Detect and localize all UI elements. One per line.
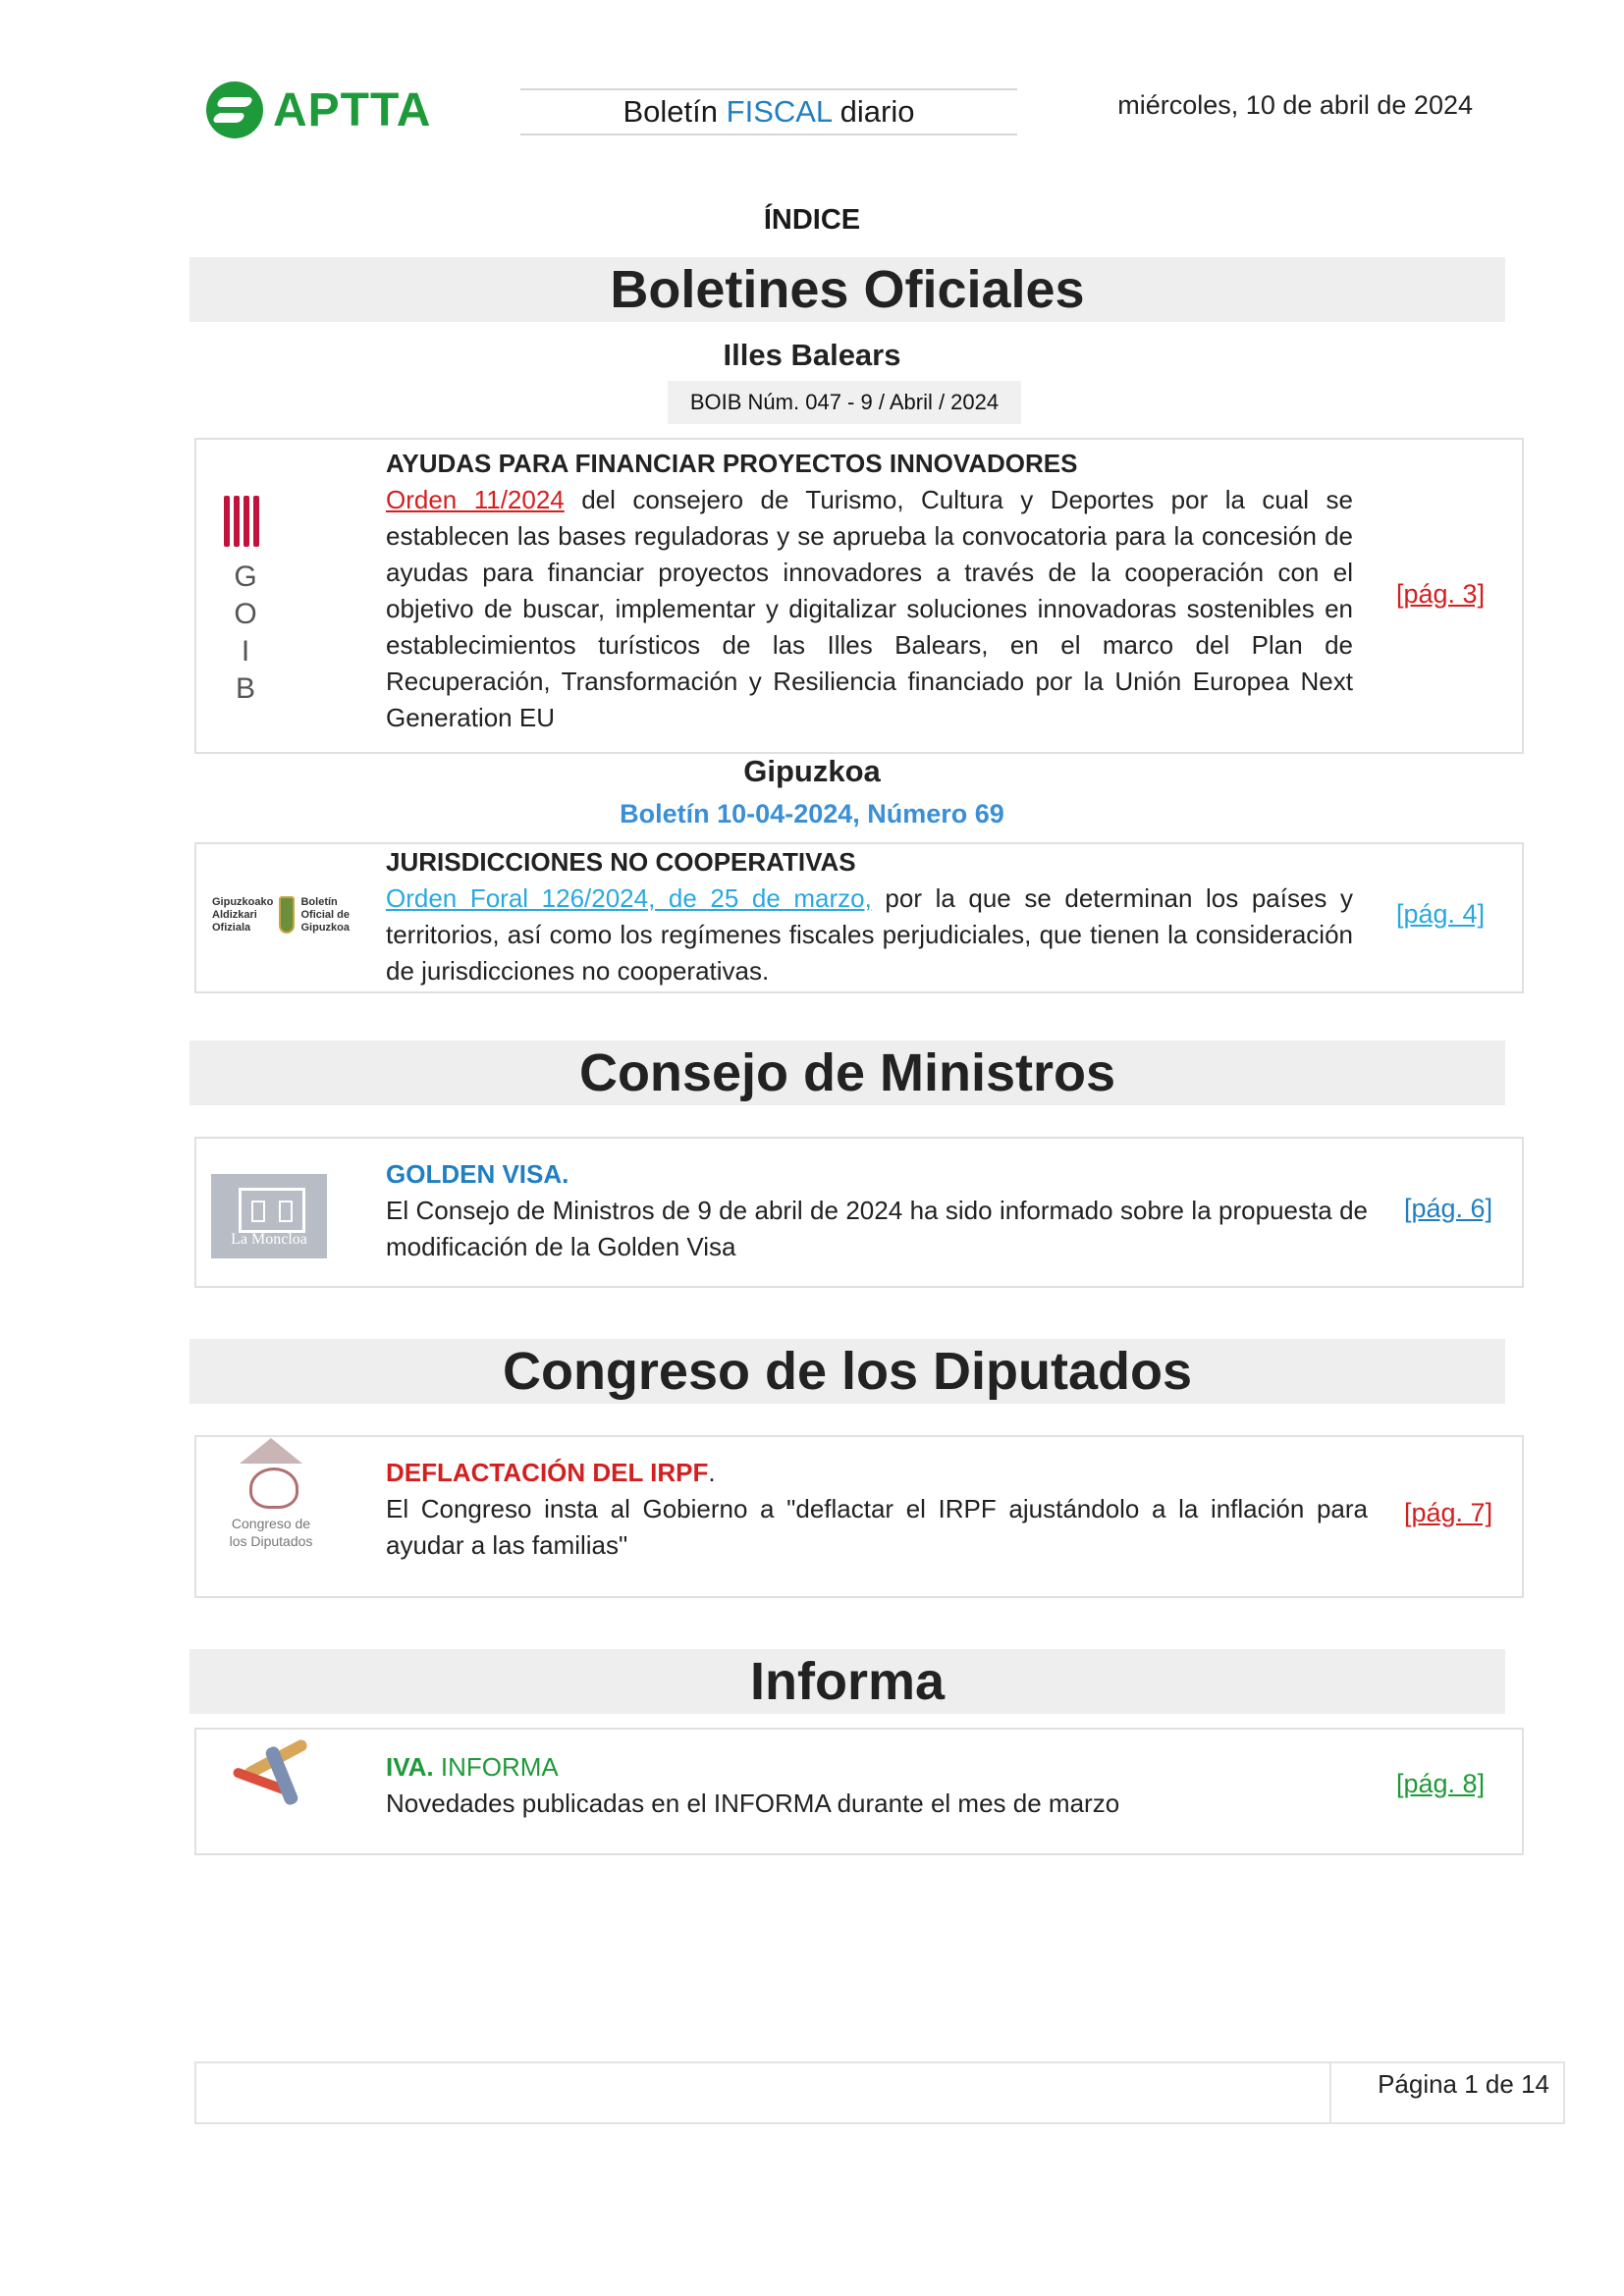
page-link-7[interactable]: [pág. 7] [1404,1498,1493,1527]
item-body [386,844,1353,989]
section-boletines-oficiales: Boletines Oficiales [189,257,1505,322]
congreso-logo: Congreso de los Diputados [224,1438,318,1556]
section-informa: Informa [189,1649,1505,1714]
item-title: GOLDEN VISA. [386,1159,569,1189]
agencia-tributaria-logo [232,1737,314,1810]
bulletin-title: Boletín FISCAL diario [520,88,1017,135]
item-body [386,446,1353,736]
item-text: El Congreso insta al Gobierno a "deflactar el IRPF ajustándolo a la inflación para ayudar a las familias" [386,1494,1368,1560]
roof-icon [240,1438,302,1464]
index-title: ÍNDICE [763,204,861,236]
orden-11-2024-link[interactable]: Orden 11/2024 [386,485,565,514]
page-link-3[interactable]: [pág. 3] [1396,579,1486,609]
issue-date: miércoles, 10 de abril de 2024 [1117,90,1473,120]
item-card-jurisdicciones [194,842,1524,993]
item-text: Orden Foral 126/2024, de 25 de marzo, por la que se determinan los países y territorios, así como los regímenes fiscales perjudiciales, que tienen la consideración de jurisdicciones no cooperativas. [386,883,1354,986]
section-consejo-de-ministros: Consejo de Ministros [189,1041,1505,1105]
orden-foral-126-2024-link[interactable]: Orden Foral 126/2024, de 25 de marzo, [386,883,872,913]
item-text: Novedades publicadas en el INFORMA durante el mes de marzo [386,1789,1120,1818]
item-title: JURISDICCIONES NO COOPERATIVAS [386,847,856,877]
goib-stripes-icon [224,496,259,547]
item-body [386,1156,1368,1265]
item-text: Orden 11/2024 del consejero de Turismo, Cultura y Deportes por la cual se establecen las bases reguladoras y se aprueba la convocatoria para la concesión de ayudas para financiar proyectos innovadores a través de la cooperación con el objetivo de buscar, implementar y digitalizar soluciones innovadoras sostenibles en establecimientos turísticos de las Illes Balears, en el marco del Plan de Recuperación, Transformación y Resiliencia financiado por la Unión Europea Next Generation EU [386,485,1353,732]
item-body [386,1749,1368,1822]
region-illes-balears: Illes Balears [723,338,901,372]
page-link-4[interactable]: [pág. 4] [1396,899,1486,929]
item-card-golden-visa [194,1137,1524,1288]
page-footer [194,2061,1565,2124]
page-number: Página 1 de 14 [1378,2069,1549,2099]
region-gipuzkoa: Gipuzkoa [743,754,881,788]
item-body [386,1455,1368,1564]
item-title: IVA. INFORMA [386,1752,559,1782]
aptta-emblem-icon [206,81,263,138]
item-card-iva-informa [194,1728,1524,1855]
item-text: El Consejo de Ministros de 9 de abril de 2024 ha sido informado sobre la propuesta de modificación de la Golden Visa [386,1196,1368,1261]
item-card-ayudas [194,438,1524,754]
aptta-logo [206,79,481,141]
bulletin-fiscal-word: FISCAL [726,94,833,129]
boib-source: BOIB Núm. 047 - 9 / Abril / 2024 [668,381,1021,424]
section-congreso-de-los-diputados: Congreso de los Diputados [189,1339,1505,1404]
item-title: AYUDAS PARA FINANCIAR PROYECTOS INNOVADORES [386,449,1078,478]
goib-logo: G O I B [218,496,273,702]
gipuzkoa-source: Boletín 10-04-2024, Número 69 [620,799,1004,828]
page-link-8[interactable]: [pág. 8] [1396,1769,1486,1798]
la-moncloa-logo: La Moncloa [211,1174,327,1258]
gipuzkoa-shield-icon [279,896,295,934]
building-icon [239,1188,305,1233]
page-link-6[interactable]: [pág. 6] [1404,1194,1493,1223]
item-card-deflactacion [194,1435,1524,1598]
lion-icon [249,1468,298,1509]
gipuzkoa-bulletin-logo: Gipuzkoako Aldizkari Ofiziala Boletín Oficial de Gipuzkoa [212,895,351,934]
item-title: DEFLACTACIÓN DEL IRPF. [386,1458,716,1487]
brand-name: APTTA [273,83,432,136]
